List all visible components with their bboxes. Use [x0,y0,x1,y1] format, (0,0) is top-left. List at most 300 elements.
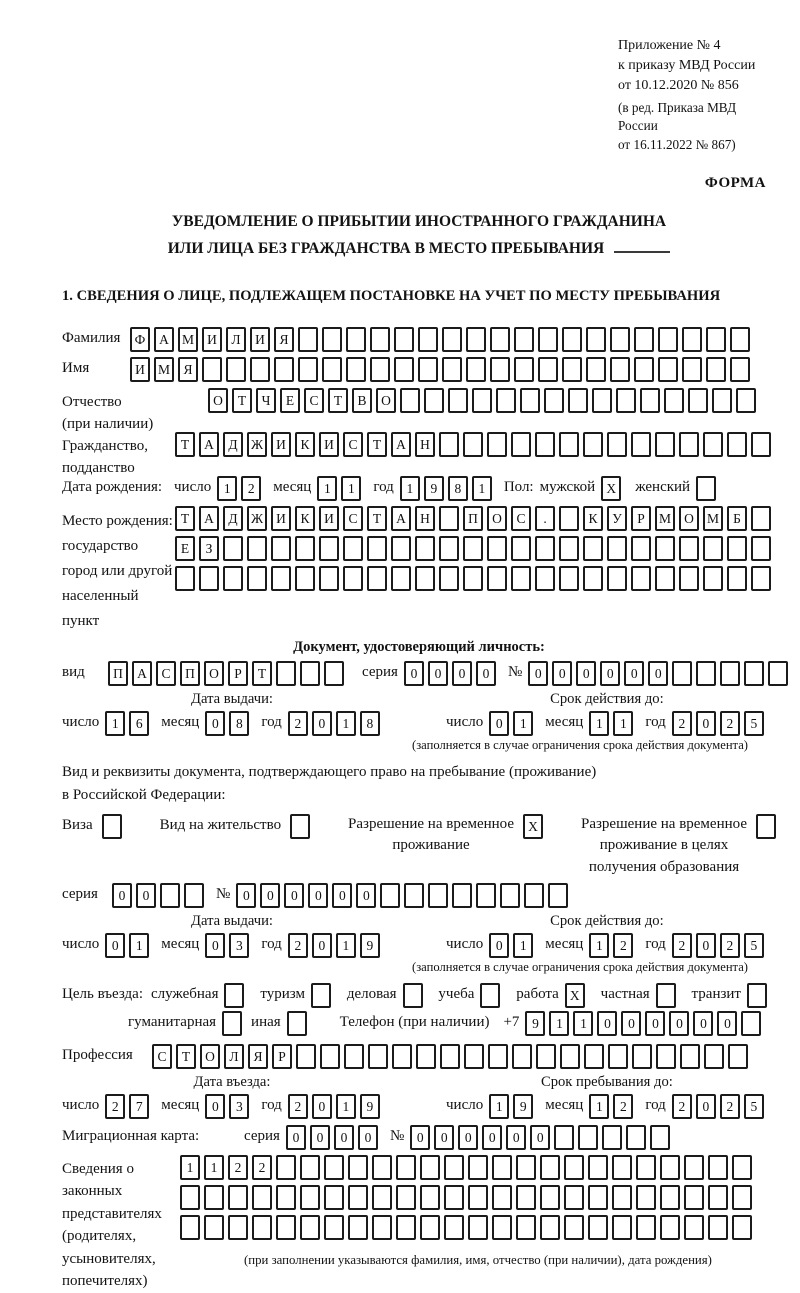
char-cell[interactable] [348,1155,368,1180]
char-cell[interactable] [655,566,675,591]
char-cell[interactable]: М [703,506,723,531]
char-cell[interactable] [540,1215,560,1240]
char-cell[interactable] [295,566,315,591]
char-cell[interactable]: 0 [482,1125,502,1150]
char-cell[interactable] [346,327,366,352]
char-cell[interactable] [476,883,496,908]
char-cell[interactable] [250,357,270,382]
char-cell[interactable] [490,357,510,382]
char-cell[interactable] [538,327,558,352]
char-cell[interactable]: 2 [720,711,740,736]
char-cell[interactable] [514,327,534,352]
char-cell[interactable] [514,357,534,382]
char-cell[interactable] [559,536,579,561]
char-cell[interactable]: С [156,661,176,686]
char-cell[interactable] [202,357,222,382]
char-cell[interactable]: 2 [672,933,692,958]
char-cell[interactable] [708,1215,728,1240]
char-cell[interactable]: 1 [317,476,337,501]
char-cell[interactable] [468,1185,488,1210]
char-cell[interactable] [660,1155,680,1180]
char-cell[interactable] [592,388,612,413]
char-cell[interactable]: 1 [204,1155,224,1180]
char-cell[interactable]: О [200,1044,220,1069]
char-cell[interactable] [420,1185,440,1210]
char-cell[interactable]: 1 [513,711,533,736]
char-cell[interactable] [636,1185,656,1210]
char-cell[interactable] [468,1155,488,1180]
char-cell[interactable] [612,1185,632,1210]
char-cell[interactable]: 0 [332,883,352,908]
char-cell[interactable]: Ф [130,327,150,352]
char-cell[interactable] [463,432,483,457]
char-cell[interactable]: У [607,506,627,531]
char-cell[interactable] [322,357,342,382]
char-cell[interactable] [559,506,579,531]
char-cell[interactable] [271,566,291,591]
char-cell[interactable]: А [199,506,219,531]
char-cell[interactable] [727,536,747,561]
char-cell[interactable] [564,1185,584,1210]
char-cell[interactable] [367,536,387,561]
char-cell[interactable] [372,1185,392,1210]
char-cell[interactable] [732,1215,752,1240]
char-cell[interactable] [650,1125,670,1150]
char-cell[interactable] [520,388,540,413]
char-cell[interactable] [298,357,318,382]
char-cell[interactable]: Т [328,388,348,413]
char-cell[interactable] [706,327,726,352]
char-cell[interactable]: 0 [358,1125,378,1150]
char-cell[interactable]: 0 [624,661,644,686]
char-cell[interactable]: 8 [229,711,249,736]
residence-permit-checkbox[interactable] [290,814,310,839]
char-cell[interactable] [768,661,788,686]
char-cell[interactable]: 0 [434,1125,454,1150]
char-cell[interactable]: 0 [112,883,132,908]
char-cell[interactable] [416,1044,436,1069]
char-cell[interactable]: С [343,506,363,531]
char-cell[interactable] [607,536,627,561]
char-cell[interactable] [420,1155,440,1180]
char-cell[interactable]: 0 [105,933,125,958]
char-cell[interactable] [372,1215,392,1240]
char-cell[interactable]: 0 [284,883,304,908]
char-cell[interactable]: 0 [696,1094,716,1119]
char-cell[interactable] [516,1155,536,1180]
char-cell[interactable] [204,1215,224,1240]
char-cell[interactable]: 3 [229,933,249,958]
char-cell[interactable] [324,661,344,686]
char-cell[interactable] [544,388,564,413]
char-cell[interactable] [660,1185,680,1210]
char-cell[interactable] [568,388,588,413]
char-cell[interactable]: 9 [525,1011,545,1036]
char-cell[interactable]: 0 [621,1011,641,1036]
char-cell[interactable] [296,1044,316,1069]
char-cell[interactable]: 2 [672,1094,692,1119]
char-cell[interactable]: 0 [530,1125,550,1150]
char-cell[interactable] [586,327,606,352]
char-cell[interactable]: 0 [205,711,225,736]
char-cell[interactable] [720,661,740,686]
char-cell[interactable] [732,1155,752,1180]
char-cell[interactable] [564,1155,584,1180]
char-cell[interactable] [500,883,520,908]
char-cell[interactable]: 0 [312,933,332,958]
char-cell[interactable] [655,432,675,457]
char-cell[interactable]: А [391,506,411,531]
char-cell[interactable] [616,388,636,413]
char-cell[interactable] [400,388,420,413]
char-cell[interactable] [632,1044,652,1069]
char-cell[interactable] [538,357,558,382]
char-cell[interactable] [610,327,630,352]
char-cell[interactable] [658,357,678,382]
char-cell[interactable] [684,1215,704,1240]
char-cell[interactable]: 0 [489,711,509,736]
char-cell[interactable] [488,1044,508,1069]
char-cell[interactable]: 2 [288,1094,308,1119]
char-cell[interactable]: И [319,506,339,531]
char-cell[interactable]: 1 [513,933,533,958]
char-cell[interactable]: Л [224,1044,244,1069]
char-cell[interactable] [696,661,716,686]
char-cell[interactable]: С [343,432,363,457]
char-cell[interactable] [439,506,459,531]
char-cell[interactable]: Л [226,327,246,352]
char-cell[interactable]: 2 [720,933,740,958]
char-cell[interactable] [706,357,726,382]
char-cell[interactable] [226,357,246,382]
char-cell[interactable]: 5 [744,1094,764,1119]
char-cell[interactable]: 0 [696,711,716,736]
char-cell[interactable] [228,1185,248,1210]
char-cell[interactable] [492,1155,512,1180]
char-cell[interactable] [562,327,582,352]
char-cell[interactable] [322,327,342,352]
char-cell[interactable]: Н [415,506,435,531]
char-cell[interactable] [704,1044,724,1069]
char-cell[interactable] [730,357,750,382]
char-cell[interactable] [751,506,771,531]
char-cell[interactable]: 0 [693,1011,713,1036]
char-cell[interactable] [535,536,555,561]
char-cell[interactable]: К [583,506,603,531]
char-cell[interactable] [300,1215,320,1240]
char-cell[interactable] [688,388,708,413]
char-cell[interactable]: С [304,388,324,413]
char-cell[interactable] [180,1215,200,1240]
char-cell[interactable]: И [271,506,291,531]
char-cell[interactable]: О [487,506,507,531]
char-cell[interactable] [346,357,366,382]
char-cell[interactable]: Р [631,506,651,531]
char-cell[interactable]: 0 [334,1125,354,1150]
char-cell[interactable] [751,566,771,591]
char-cell[interactable] [367,566,387,591]
char-cell[interactable] [391,536,411,561]
char-cell[interactable]: 1 [589,1094,609,1119]
char-cell[interactable]: 0 [552,661,572,686]
char-cell[interactable] [682,357,702,382]
char-cell[interactable]: 2 [228,1155,248,1180]
char-cell[interactable] [448,388,468,413]
char-cell[interactable]: С [511,506,531,531]
char-cell[interactable] [535,566,555,591]
char-cell[interactable]: 2 [252,1155,272,1180]
char-cell[interactable] [612,1215,632,1240]
char-cell[interactable] [516,1185,536,1210]
char-cell[interactable] [298,327,318,352]
char-cell[interactable] [540,1185,560,1210]
char-cell[interactable] [602,1125,622,1150]
char-cell[interactable]: Я [274,327,294,352]
char-cell[interactable]: 0 [404,661,424,686]
char-cell[interactable] [204,1185,224,1210]
char-cell[interactable]: Т [176,1044,196,1069]
char-cell[interactable]: 0 [696,933,716,958]
char-cell[interactable]: 1 [489,1094,509,1119]
char-cell[interactable]: 0 [458,1125,478,1150]
char-cell[interactable]: 0 [310,1125,330,1150]
char-cell[interactable]: З [199,536,219,561]
char-cell[interactable] [548,883,568,908]
char-cell[interactable]: 1 [613,711,633,736]
char-cell[interactable] [463,536,483,561]
char-cell[interactable] [751,536,771,561]
char-cell[interactable] [511,566,531,591]
char-cell[interactable] [540,1155,560,1180]
char-cell[interactable]: 1 [400,476,420,501]
char-cell[interactable]: М [154,357,174,382]
char-cell[interactable]: Р [272,1044,292,1069]
char-cell[interactable]: 1 [129,933,149,958]
char-cell[interactable]: П [463,506,483,531]
char-cell[interactable] [536,1044,556,1069]
char-cell[interactable]: И [271,432,291,457]
char-cell[interactable] [372,1155,392,1180]
option-checkbox[interactable] [480,983,500,1008]
char-cell[interactable]: 1 [573,1011,593,1036]
char-cell[interactable] [418,327,438,352]
char-cell[interactable]: 0 [205,933,225,958]
char-cell[interactable] [631,566,651,591]
char-cell[interactable]: А [391,432,411,457]
char-cell[interactable] [348,1185,368,1210]
char-cell[interactable] [730,327,750,352]
char-cell[interactable] [223,566,243,591]
char-cell[interactable] [348,1215,368,1240]
char-cell[interactable]: 0 [452,661,472,686]
char-cell[interactable] [439,536,459,561]
char-cell[interactable] [727,566,747,591]
char-cell[interactable]: 1 [336,711,356,736]
char-cell[interactable]: 0 [669,1011,689,1036]
char-cell[interactable] [664,388,684,413]
char-cell[interactable]: 9 [513,1094,533,1119]
char-cell[interactable]: 0 [356,883,376,908]
char-cell[interactable] [744,661,764,686]
char-cell[interactable] [708,1185,728,1210]
char-cell[interactable] [300,661,320,686]
char-cell[interactable] [684,1155,704,1180]
char-cell[interactable] [631,432,651,457]
char-cell[interactable] [343,566,363,591]
char-cell[interactable] [736,388,756,413]
char-cell[interactable]: Д [223,432,243,457]
char-cell[interactable] [418,357,438,382]
char-cell[interactable] [588,1215,608,1240]
char-cell[interactable]: Ч [256,388,276,413]
char-cell[interactable] [415,566,435,591]
char-cell[interactable] [276,1185,296,1210]
char-cell[interactable]: О [208,388,228,413]
char-cell[interactable] [370,327,390,352]
char-cell[interactable] [468,1215,488,1240]
char-cell[interactable] [324,1215,344,1240]
char-cell[interactable]: 0 [600,661,620,686]
char-cell[interactable]: 9 [424,476,444,501]
char-cell[interactable] [487,566,507,591]
char-cell[interactable]: Т [252,661,272,686]
option-checkbox[interactable]: X [565,983,585,1008]
char-cell[interactable]: 9 [360,933,380,958]
char-cell[interactable]: П [108,661,128,686]
char-cell[interactable]: 7 [129,1094,149,1119]
char-cell[interactable]: 0 [136,883,156,908]
char-cell[interactable]: 0 [312,1094,332,1119]
char-cell[interactable] [247,536,267,561]
char-cell[interactable]: Т [367,432,387,457]
char-cell[interactable] [583,566,603,591]
char-cell[interactable]: 0 [576,661,596,686]
char-cell[interactable] [487,432,507,457]
char-cell[interactable] [396,1185,416,1210]
char-cell[interactable]: О [679,506,699,531]
char-cell[interactable]: И [250,327,270,352]
char-cell[interactable] [640,388,660,413]
visa-checkbox[interactable] [102,814,122,839]
char-cell[interactable]: 2 [241,476,261,501]
char-cell[interactable] [490,327,510,352]
char-cell[interactable]: 0 [260,883,280,908]
char-cell[interactable]: 5 [744,711,764,736]
char-cell[interactable] [440,1044,460,1069]
char-cell[interactable] [607,432,627,457]
char-cell[interactable] [564,1215,584,1240]
char-cell[interactable] [300,1185,320,1210]
char-cell[interactable]: Д [223,506,243,531]
char-cell[interactable] [684,1185,704,1210]
char-cell[interactable]: М [655,506,675,531]
char-cell[interactable] [394,327,414,352]
char-cell[interactable] [444,1215,464,1240]
char-cell[interactable] [175,566,195,591]
char-cell[interactable]: 0 [428,661,448,686]
char-cell[interactable]: Т [175,506,195,531]
char-cell[interactable]: Я [178,357,198,382]
char-cell[interactable] [415,536,435,561]
char-cell[interactable] [703,432,723,457]
char-cell[interactable] [300,1155,320,1180]
char-cell[interactable]: А [199,432,219,457]
char-cell[interactable]: 1 [341,476,361,501]
char-cell[interactable]: 0 [308,883,328,908]
char-cell[interactable] [751,432,771,457]
char-cell[interactable] [588,1185,608,1210]
char-cell[interactable] [276,661,296,686]
char-cell[interactable]: П [180,661,200,686]
char-cell[interactable] [578,1125,598,1150]
char-cell[interactable] [223,536,243,561]
char-cell[interactable]: А [154,327,174,352]
char-cell[interactable]: 2 [288,933,308,958]
char-cell[interactable] [626,1125,646,1150]
char-cell[interactable]: Я [248,1044,268,1069]
char-cell[interactable] [610,357,630,382]
char-cell[interactable] [511,432,531,457]
char-cell[interactable] [511,536,531,561]
char-cell[interactable]: 0 [597,1011,617,1036]
char-cell[interactable] [396,1215,416,1240]
char-cell[interactable]: 0 [645,1011,665,1036]
char-cell[interactable] [368,1044,388,1069]
char-cell[interactable]: К [295,506,315,531]
char-cell[interactable] [199,566,219,591]
char-cell[interactable]: 0 [286,1125,306,1150]
char-cell[interactable]: 2 [672,711,692,736]
char-cell[interactable]: А [132,661,152,686]
char-cell[interactable]: . [535,506,555,531]
char-cell[interactable] [274,357,294,382]
char-cell[interactable] [343,536,363,561]
char-cell[interactable] [584,1044,604,1069]
char-cell[interactable]: Т [232,388,252,413]
char-cell[interactable] [679,432,699,457]
char-cell[interactable] [472,388,492,413]
char-cell[interactable] [324,1155,344,1180]
char-cell[interactable] [428,883,448,908]
char-cell[interactable] [392,1044,412,1069]
char-cell[interactable] [276,1155,296,1180]
char-cell[interactable]: 1 [336,1094,356,1119]
char-cell[interactable] [420,1215,440,1240]
option-checkbox[interactable] [403,983,423,1008]
char-cell[interactable]: И [319,432,339,457]
char-cell[interactable] [380,883,400,908]
char-cell[interactable]: 0 [312,711,332,736]
option-checkbox[interactable] [287,1011,307,1036]
temp-residence-checkbox[interactable]: X [523,814,543,839]
char-cell[interactable] [319,566,339,591]
char-cell[interactable]: 8 [360,711,380,736]
char-cell[interactable] [512,1044,532,1069]
sex-male-checkbox[interactable]: X [601,476,621,501]
char-cell[interactable]: 6 [129,711,149,736]
char-cell[interactable] [463,566,483,591]
char-cell[interactable] [583,432,603,457]
char-cell[interactable] [271,536,291,561]
option-checkbox[interactable] [224,983,244,1008]
char-cell[interactable]: 0 [528,661,548,686]
char-cell[interactable]: 0 [476,661,496,686]
char-cell[interactable] [404,883,424,908]
char-cell[interactable] [588,1155,608,1180]
char-cell[interactable] [324,1185,344,1210]
char-cell[interactable] [444,1155,464,1180]
char-cell[interactable] [682,327,702,352]
